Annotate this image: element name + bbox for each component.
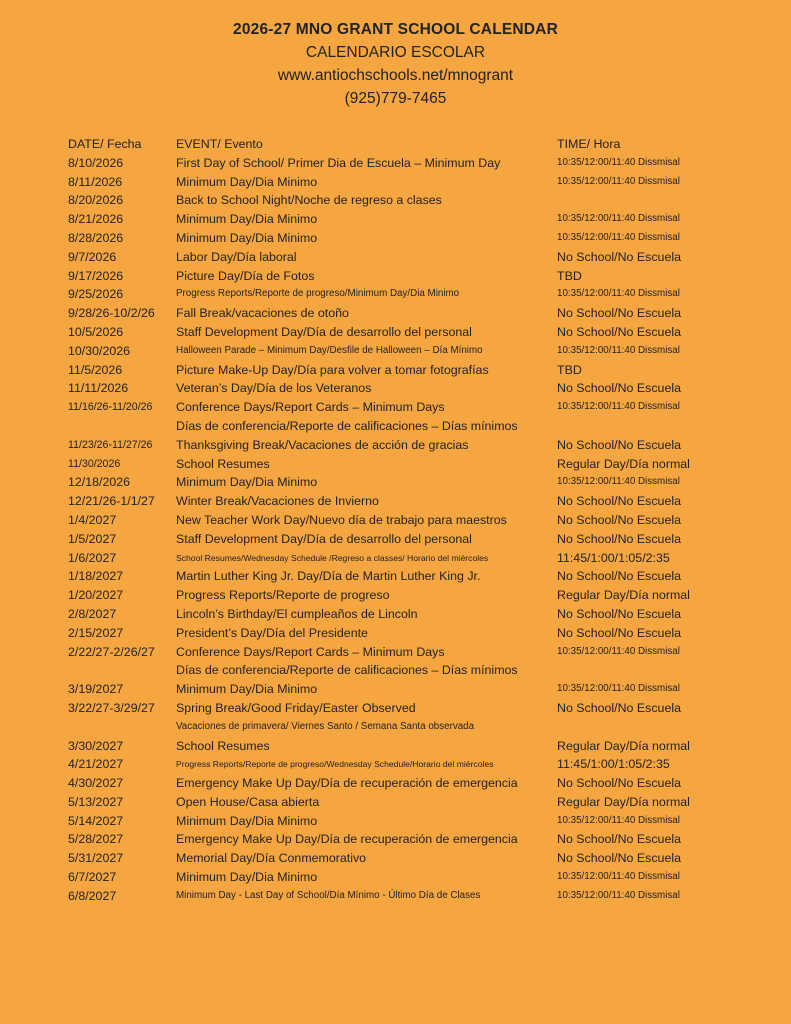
row-time: No School/No Escuela [557, 700, 681, 715]
row-date: 2/8/2027 [68, 606, 117, 621]
row-event: Memorial Day/Día Conmemorativo [176, 851, 367, 866]
page-title: 2026-27 MNO GRANT SCHOOL CALENDAR [233, 21, 558, 38]
row-time: No School/No Escuela [557, 381, 681, 396]
table-row [68, 154, 768, 173]
row-event: School Resumes [176, 456, 270, 471]
row-date: 8/21/2026 [68, 212, 124, 227]
row-event: Minimum Day/Dia Minimo [176, 870, 318, 885]
table-row [68, 699, 768, 718]
table-row [68, 417, 768, 436]
row-time: No School/No Escuela [557, 306, 681, 321]
row-date: 5/31/2027 [68, 851, 124, 866]
table-row [68, 549, 768, 568]
table-row [68, 248, 768, 267]
row-event: Spring Break/Good Friday/Easter Observed [176, 700, 416, 715]
row-event: Progress Reports/Reporte de progreso/Wednesday Schedule/Horario del miércoles [176, 759, 494, 770]
row-time: 10:35/12:00/11:40 Dissmisal [557, 401, 680, 413]
row-date: 5/28/2027 [68, 832, 124, 847]
row-date: 9/17/2026 [68, 268, 124, 283]
row-date: 12/18/2026 [68, 475, 131, 490]
page-subtitle: CALENDARIO ESCOLAR [305, 44, 486, 61]
table-row [68, 812, 768, 831]
row-time: 10:35/12:00/11:40 Dissmisal [557, 645, 680, 657]
phone-number: (925)779-7465 [344, 90, 447, 107]
row-date: 2/15/2027 [68, 625, 124, 640]
row-date: 1/4/2027 [68, 512, 117, 527]
table-row [68, 455, 768, 474]
row-event: Halloween Parade – Minimum Day/Desfile de Halloween – Día Mínimo [176, 344, 483, 356]
row-date: 9/28/26-10/2/26 [68, 306, 155, 321]
row-date: 1/5/2027 [68, 531, 117, 546]
row-date: 3/19/2027 [68, 682, 124, 697]
row-time: 10:35/12:00/11:40 Dissmisal [557, 213, 680, 225]
row-event: Emergency Make Up Day/Día de recuperación de emergencia [176, 832, 518, 847]
row-time: Regular Day/Día normal [557, 738, 690, 753]
column-header-date: DATE/ Fecha [68, 137, 142, 151]
table-header-row [68, 135, 768, 154]
row-event: Open House/Casa abierta [176, 794, 320, 809]
row-date: 6/8/2027 [68, 888, 117, 903]
row-time: No School/No Escuela [557, 512, 681, 527]
table-row [68, 643, 768, 662]
row-event: School Resumes/Wednesday Schedule /Regreso a classes/ Horario del miércoles [176, 552, 489, 563]
row-date: 9/25/2026 [68, 287, 124, 302]
row-date: 6/7/2027 [68, 870, 117, 885]
table-row [68, 285, 768, 304]
row-time: TBD [557, 362, 582, 377]
row-time: No School/No Escuela [557, 249, 681, 264]
row-time: TBD [557, 268, 582, 283]
row-event: Minimum Day/Dia Minimo [176, 230, 318, 245]
row-time: 10:35/12:00/11:40 Dissmisal [557, 175, 680, 187]
row-time: No School/No Escuela [557, 531, 681, 546]
row-event: Minimum Day - Last Day of School/Día Mínimo - Último Día de Clases [176, 889, 481, 901]
table-row [68, 605, 768, 624]
table-body [68, 154, 768, 906]
row-event: New Teacher Work Day/Nuevo día de trabajo para maestros [176, 512, 507, 527]
row-time: No School/No Escuela [557, 437, 681, 452]
row-event: Conference Days/Report Cards – Minimum Days [176, 400, 445, 415]
calendar-header [0, 18, 791, 110]
row-time: 10:35/12:00/11:40 Dissmisal [557, 476, 680, 488]
row-date: 11/5/2026 [68, 362, 123, 377]
row-time: 10:35/12:00/11:40 Dissmisal [557, 871, 680, 883]
table-row [68, 887, 768, 906]
table-row [68, 473, 768, 492]
row-date: 8/11/2026 [68, 174, 123, 189]
table-row [68, 737, 768, 756]
row-event: Fall Break/vacaciones de otoño [176, 306, 349, 321]
table-row [68, 793, 768, 812]
row-time: 10:35/12:00/11:40 Dissmisal [557, 231, 680, 243]
row-time: 11:45/1:00/1:05/2:35 [557, 550, 670, 565]
row-event: Minimum Day/Dia Minimo [176, 682, 318, 697]
row-date: 1/18/2027 [68, 569, 124, 584]
table-row [68, 361, 768, 380]
table-row [68, 304, 768, 323]
row-event: Back to School Night/Noche de regreso a clases [176, 193, 442, 208]
table-row [68, 379, 768, 398]
row-event: Días de conferencia/Reporte de calificaciones – Días mínimos [176, 418, 518, 433]
table-row [68, 849, 768, 868]
row-event: Picture Day/Día de Fotos [176, 268, 315, 283]
row-date: 11/30/2026 [68, 457, 121, 470]
row-event: President’s Day/Día del Presidente [176, 625, 368, 640]
row-event: Staff Development Day/Día de desarrollo del personal [176, 324, 472, 339]
table-row [68, 436, 768, 455]
table-row [68, 229, 768, 248]
table-row [68, 342, 768, 361]
table-row [68, 868, 768, 887]
row-time: Regular Day/Día normal [557, 456, 690, 471]
row-date: 2/22/27-2/26/27 [68, 644, 155, 659]
row-event: Progress Reports/Reporte de progreso/Minimum Day/Dia Minimo [176, 288, 460, 300]
row-date: 4/30/2027 [68, 776, 124, 791]
table-row [68, 492, 768, 511]
row-time: 10:35/12:00/11:40 Dissmisal [557, 156, 680, 168]
row-date: 12/21/26-1/1/27 [68, 494, 155, 509]
row-time: 10:35/12:00/11:40 Dissmisal [557, 814, 680, 826]
row-event: Labor Day/Día laboral [176, 249, 297, 264]
table-row [68, 173, 768, 192]
row-time: No School/No Escuela [557, 324, 681, 339]
column-header-event: EVENT/ Evento [176, 137, 263, 151]
row-event: Días de conferencia/Reporte de calificaciones – Días mínimos [176, 663, 518, 678]
row-time: No School/No Escuela [557, 569, 681, 584]
website-link: www.antiochschools.net/mnogrant [277, 67, 514, 84]
table-row [68, 586, 768, 605]
row-time: No School/No Escuela [557, 776, 681, 791]
row-event: Progress Reports/Reporte de progreso [176, 588, 390, 603]
table-row [68, 567, 768, 586]
calendar-table [68, 135, 768, 906]
row-time: No School/No Escuela [557, 851, 681, 866]
table-row [68, 530, 768, 549]
row-time: 10:35/12:00/11:40 Dissmisal [557, 288, 680, 300]
row-time: 11:45/1:00/1:05/2:35 [557, 757, 670, 772]
table-row [68, 511, 768, 530]
row-date: 4/21/2027 [68, 757, 124, 772]
row-time: Regular Day/Día normal [557, 794, 690, 809]
row-time: 10:35/12:00/11:40 Dissmisal [557, 344, 680, 356]
row-time: No School/No Escuela [557, 625, 681, 640]
table-row [68, 398, 768, 417]
table-row [68, 191, 768, 210]
row-event: Minimum Day/Dia Minimo [176, 212, 318, 227]
row-date: 5/13/2027 [68, 794, 124, 809]
column-header-time: TIME/ Hora [557, 137, 621, 151]
row-date: 8/28/2026 [68, 230, 124, 245]
row-date: 11/11/2026 [68, 381, 129, 396]
row-event: Picture Make-Up Day/Día para volver a tomar fotografías [176, 362, 489, 377]
row-date: 5/14/2027 [68, 813, 124, 828]
table-row [68, 755, 768, 774]
row-time: No School/No Escuela [557, 494, 681, 509]
row-event: Minimum Day/Dia Minimo [176, 813, 318, 828]
table-row [68, 210, 768, 229]
row-event: Lincoln’s Birthday/El cumpleaños de Lincoln [176, 606, 418, 621]
table-row [68, 830, 768, 849]
row-event: Martin Luther King Jr. Day/Día de Martin Luther King Jr. [176, 569, 481, 584]
table-row [68, 680, 768, 699]
row-event: First Day of School/ Primer Dia de Escuela – Minimum Day [176, 155, 501, 170]
row-event: Winter Break/Vacaciones de Invierno [176, 494, 379, 509]
row-time: Regular Day/Día normal [557, 588, 690, 603]
table-row [68, 624, 768, 643]
row-date: 10/5/2026 [68, 324, 124, 339]
row-event: Staff Development Day/Día de desarrollo del personal [176, 531, 472, 546]
row-date: 3/22/27-3/29/27 [68, 700, 155, 715]
row-time: 10:35/12:00/11:40 Dissmisal [557, 683, 680, 695]
row-time: 10:35/12:00/11:40 Dissmisal [557, 889, 680, 901]
table-row [68, 774, 768, 793]
row-date: 1/20/2027 [68, 588, 124, 603]
table-row [68, 267, 768, 286]
row-date: 8/10/2026 [68, 155, 124, 170]
row-date: 11/16/26-11/20/26 [68, 401, 153, 414]
row-event: Thanksgiving Break/Vacaciones de acción de gracias [176, 437, 469, 452]
row-event: Minimum Day/Dia Minimo [176, 475, 318, 490]
row-event: Conference Days/Report Cards – Minimum Days [176, 644, 445, 659]
row-date: 11/23/26-11/27/26 [68, 438, 153, 451]
row-time: No School/No Escuela [557, 606, 681, 621]
row-event: School Resumes [176, 738, 270, 753]
row-event: Vacaciones de primavera/ Viernes Santo / Semana Santa observada [176, 720, 475, 732]
row-date: 3/30/2027 [68, 738, 124, 753]
table-row [68, 661, 768, 680]
row-event: Emergency Make Up Day/Día de recuperación de emergencia [176, 776, 518, 791]
table-row [68, 718, 768, 737]
row-event: Minimum Day/Dia Minimo [176, 174, 318, 189]
row-time: No School/No Escuela [557, 832, 681, 847]
row-date: 8/20/2026 [68, 193, 124, 208]
row-event: Veteran’s Day/Día de los Veteranos [176, 381, 372, 396]
row-date: 10/30/2026 [68, 343, 131, 358]
table-row [68, 323, 768, 342]
row-date: 1/6/2027 [68, 550, 117, 565]
row-date: 9/7/2026 [68, 249, 117, 264]
